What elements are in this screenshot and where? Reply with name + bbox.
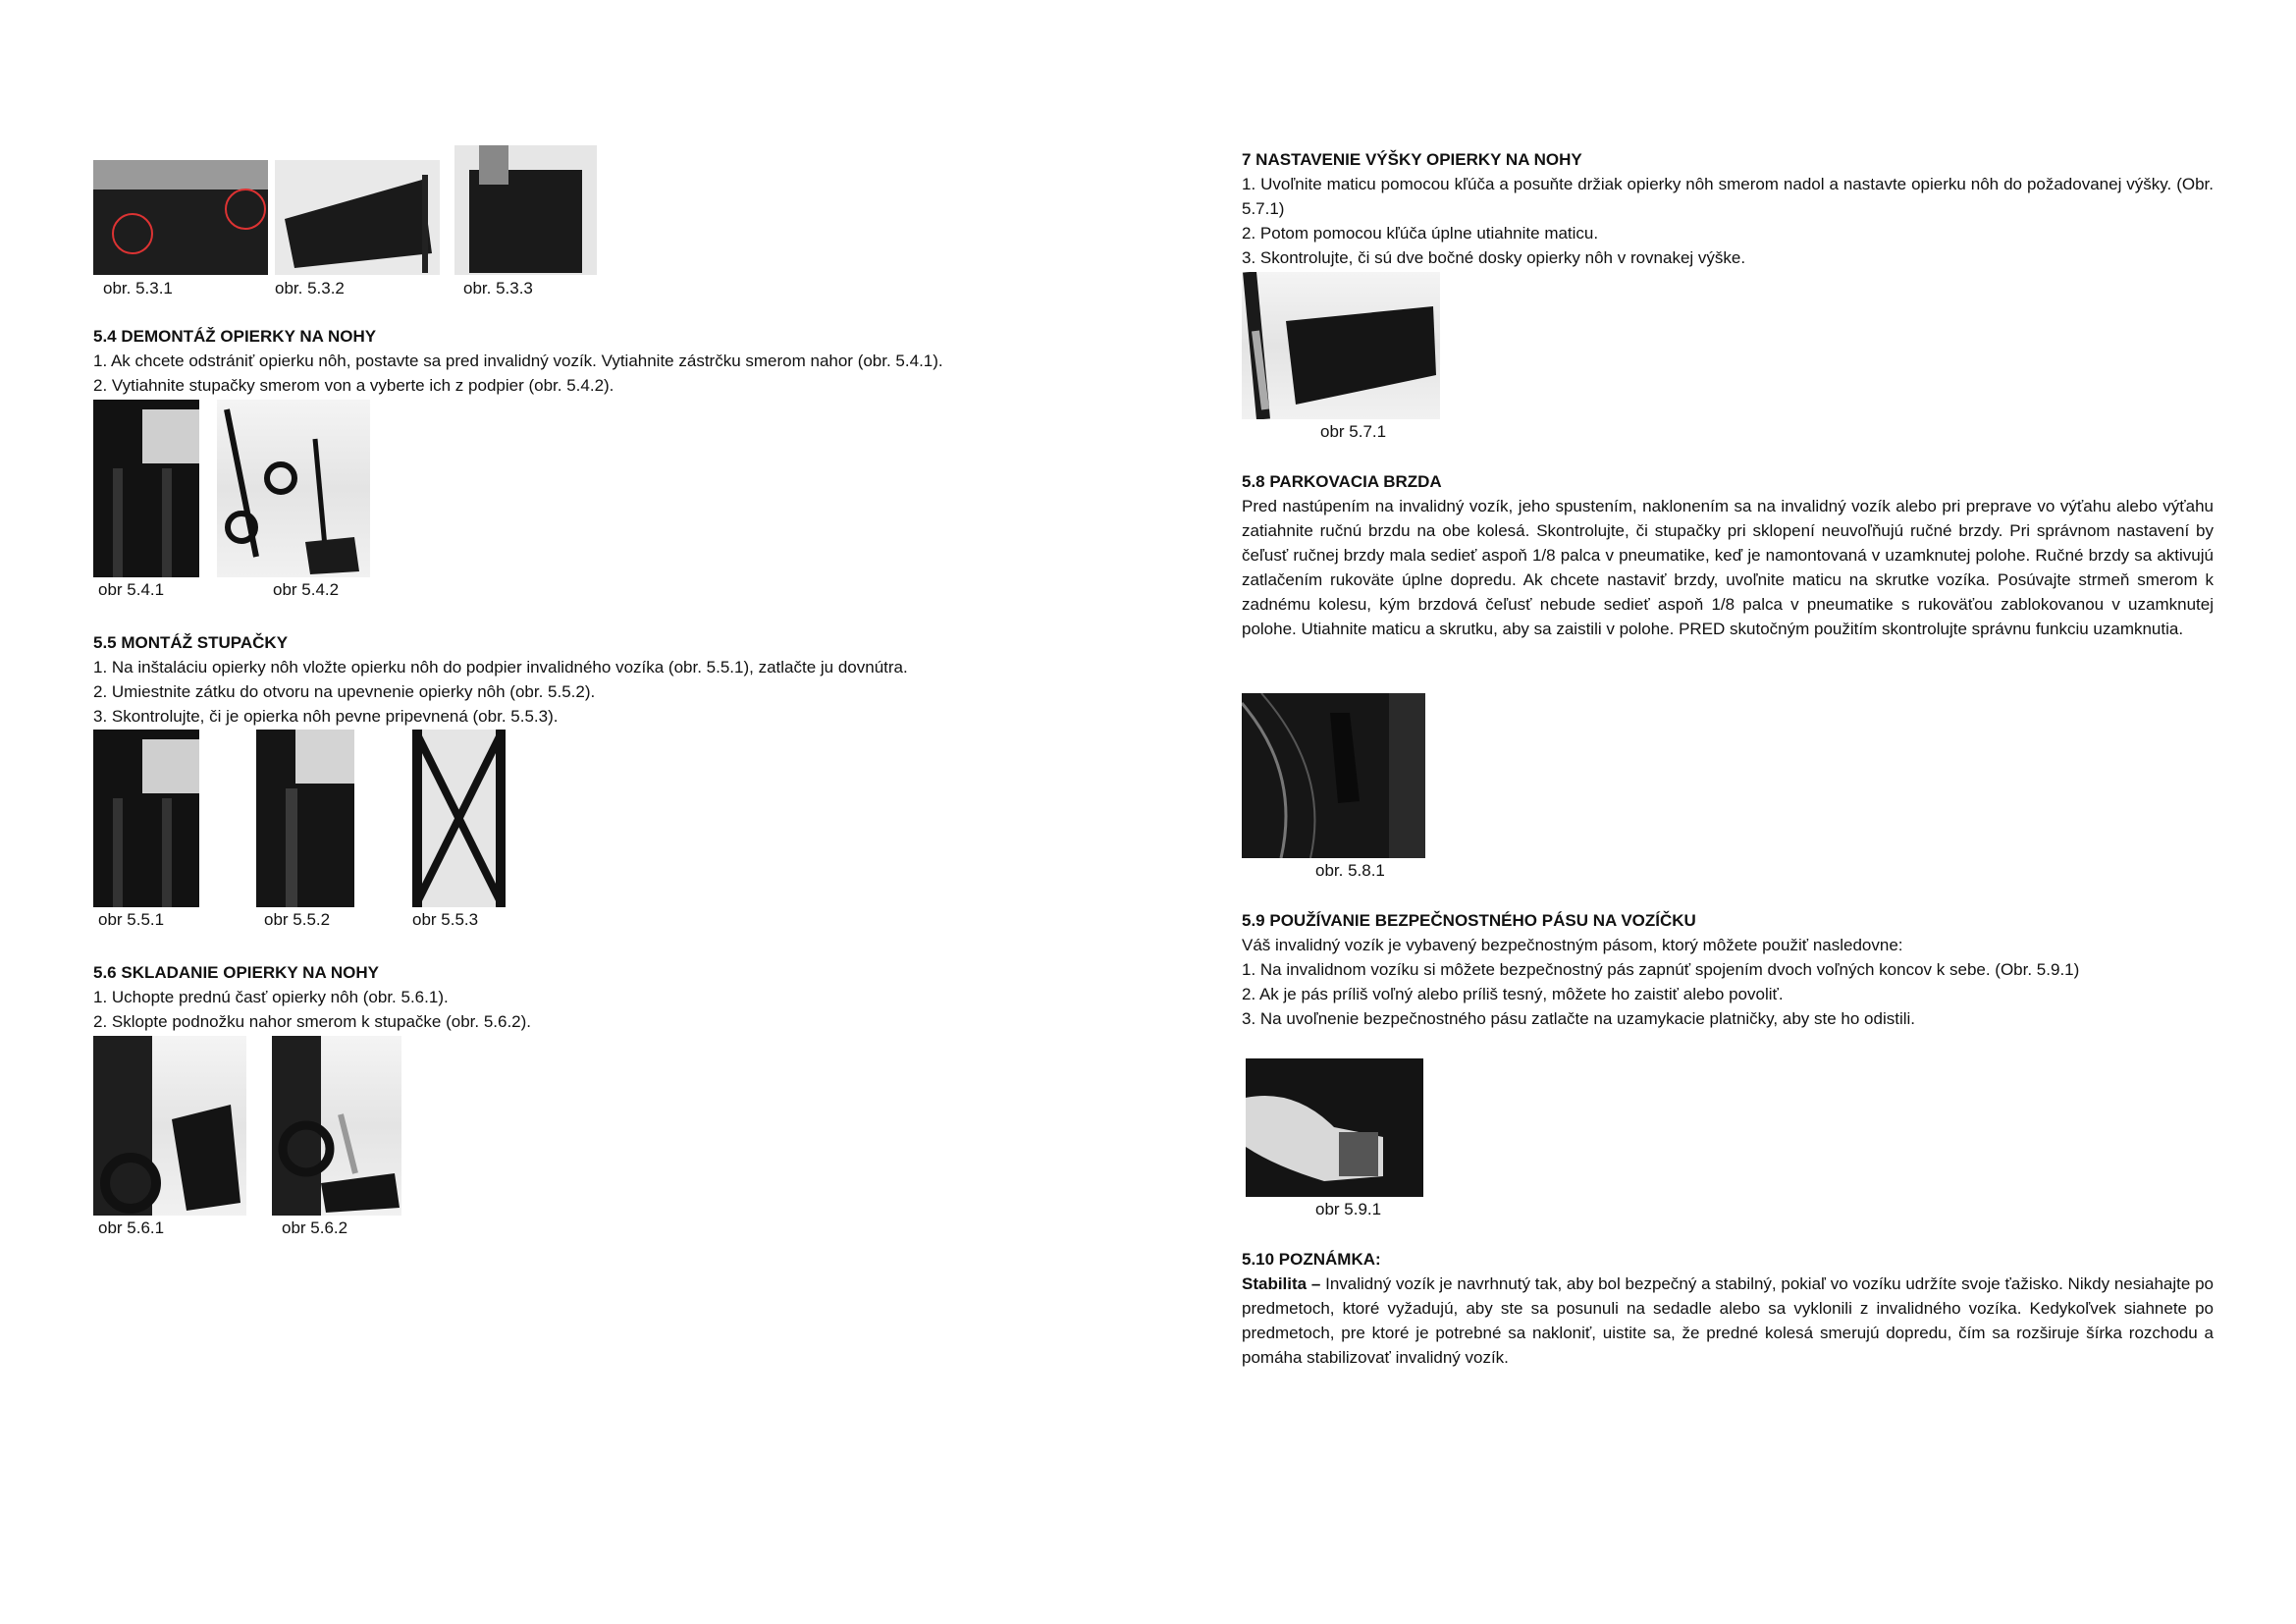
instruction-line: 3. Skontrolujte, či sú dve bočné dosky opierky nôh v rovnakej výške. [1242, 248, 1746, 267]
caption-5-8-1: obr. 5.8.1 [1315, 861, 1385, 880]
section-title: 5.5 MONTÁŽ STUPAČKY [93, 633, 289, 652]
instruction-line: 1. Uchopte prednú časť opierky nôh (obr. 5.6.1). [93, 988, 449, 1006]
photo-5-6-1 [93, 1036, 246, 1216]
photo-5-4-1 [93, 400, 199, 577]
instruction-line: 2. Umiestnite zátku do otvoru na upevnenie opierky nôh (obr. 5.5.2). [93, 682, 596, 701]
section-5-4 [93, 324, 1075, 398]
photo-5-3-3 [454, 145, 597, 275]
instruction-line: 2. Potom pomocou kľúča úplne utiahnite maticu. [1242, 224, 1599, 243]
caption-5-3-2: obr. 5.3.2 [275, 279, 345, 298]
section-title: 5.6 SKLADANIE OPIERKY NA NOHY [93, 963, 379, 982]
instruction-line: 1. Ak chcete odstrániť opierku nôh, postavte sa pred invalidný vozík. Vytiahnite zástrčku smerom nahor (obr. 5.4.1). [93, 352, 943, 370]
section-5-7 [1242, 147, 2214, 270]
photo-5-8-1 [1242, 693, 1425, 858]
photo-5-5-3 [412, 730, 506, 907]
section-5-5 [93, 630, 1075, 729]
photo-5-5-1 [93, 730, 199, 907]
section-5-9 [1242, 908, 2214, 1031]
caption-5-4-1: obr 5.4.1 [98, 580, 165, 599]
photo-5-5-2 [256, 730, 354, 907]
caption-5-5-3: obr 5.5.3 [412, 910, 479, 929]
instruction-line: 3. Skontrolujte, či je opierka nôh pevne pripevnená (obr. 5.5.3). [93, 707, 559, 726]
instruction-line: 1. Na inštaláciu opierky nôh vložte opierku nôh do podpier invalidného vozíka (obr. 5.5.1), zatlačte ju dovnútra. [93, 658, 908, 677]
photo-5-6-2 [272, 1036, 401, 1216]
stability-text: Invalidný vozík je navrhnutý tak, aby bol bezpečný a stabilný, pokiaľ vo vozíku udržíte svoje ťažisko. Nikdy nesiahajte po predmetoch, ktoré vyžadujú, aby ste sa posunuli na sedadle alebo sa vyklonili z invalidného vozíka. Kedykoľvek siahnete po predmetoch, pre ktoré je potrebné sa nakloniť, uistite sa, že predné kolesá smerujú dopredu, čím sa rozširuje šírka rozchodu a pomáha stabilizovať invalidný vozík. [1242, 1274, 2214, 1367]
photo-5-3-2 [275, 160, 440, 275]
caption-5-4-2: obr 5.4.2 [273, 580, 340, 599]
section-title: 5.9 POUŽÍVANIE BEZPEČNOSTNÉHO PÁSU NA VOZÍČKU [1242, 911, 1696, 930]
instruction-line: 1. Uvoľnite maticu pomocou kľúča a posuňte držiak opierky nôh smerom nadol a nastavte opierku nôh do požadovanej výšky. (Obr. 5.7.1) [1242, 175, 2214, 218]
section-title: 5.4 DEMONTÁŽ OPIERKY NA NOHY [93, 327, 377, 346]
caption-5-6-2: obr 5.6.2 [282, 1218, 348, 1237]
section-5-10 [1242, 1247, 2214, 1370]
instruction-line: 2. Ak je pás príliš voľný alebo príliš tesný, môžete ho zaistiť alebo povoliť. [1242, 985, 1784, 1003]
photo-5-4-2 [217, 400, 370, 577]
caption-5-5-2: obr 5.5.2 [264, 910, 331, 929]
photo-5-9-1 [1246, 1058, 1423, 1197]
caption-5-3-1: obr. 5.3.1 [103, 279, 173, 298]
photo-5-7-1 [1242, 272, 1440, 419]
instruction-line: 2. Sklopte podnožku nahor smerom k stupačke (obr. 5.6.2). [93, 1012, 532, 1031]
section-5-6 [93, 960, 1075, 1034]
section-title: 7 NASTAVENIE VÝŠKY OPIERKY NA NOHY [1242, 150, 1582, 169]
section-title: 5.10 POZNÁMKA: [1242, 1250, 1381, 1269]
stability-lead: Stabilita – [1242, 1274, 1321, 1293]
stability-paragraph [1242, 1272, 2214, 1370]
photo-5-3-1 [93, 160, 268, 275]
instruction-line: 1. Na invalidnom vozíku si môžete bezpečnostný pás zapnúť spojením dvoch voľných koncov k sebe. (Obr. 5.9.1) [1242, 960, 2080, 979]
instruction-line: 3. Na uvoľnenie bezpečnostného pásu zatlačte na uzamykacie platničky, aby ste ho odistili. [1242, 1009, 1915, 1028]
section-title: 5.8 PARKOVACIA BRZDA [1242, 472, 1442, 491]
brake-paragraph: Pred nastúpením na invalidný vozík, jeho spustením, naklonením sa na invalidný vozík alebo pri preprave vo výťahu alebo výťahu zatiahnite ručnú brzdu na obe kolesá. Skontrolujte, či stupačky pri sklopení neuvoľňujú ručné brzdy. Pri správnom nastavení by čeľusť ručnej brzdy mala sedieť aspoň 1/8 palca v pneumatike, keď je namontovaná v uzamknutej polohe. Ručné brzdy sa aktivujú zatlačením rukoväte úplne dopredu. Ak chcete nastaviť brzdy, uvoľnite maticu na skrutke vozíka. Posúvajte strmeň smerom k zadnému kolesu, kým brzdová čeľusť nebude sedieť aspoň 1/8 palca v pneumatike s rukoväťou zablokovanou v uzamknutej polohe. Utiahnite maticu a skrutku, aby sa zaistili v polohe. PRED skutočným použitím skontrolujte správnu funkciu uzamknutia. [1242, 497, 2214, 638]
caption-5-3-3: obr. 5.3.3 [463, 279, 533, 298]
instruction-line: 2. Vytiahnite stupačky smerom von a vyberte ich z podpier (obr. 5.4.2). [93, 376, 614, 395]
section-5-8 [1242, 469, 2214, 641]
instruction-line: Váš invalidný vozík je vybavený bezpečnostným pásom, ktorý môžete použiť nasledovne: [1242, 936, 1903, 954]
caption-5-6-1: obr 5.6.1 [98, 1218, 165, 1237]
caption-5-5-1: obr 5.5.1 [98, 910, 165, 929]
caption-5-7-1: obr 5.7.1 [1320, 422, 1387, 441]
caption-5-9-1: obr 5.9.1 [1315, 1200, 1382, 1218]
